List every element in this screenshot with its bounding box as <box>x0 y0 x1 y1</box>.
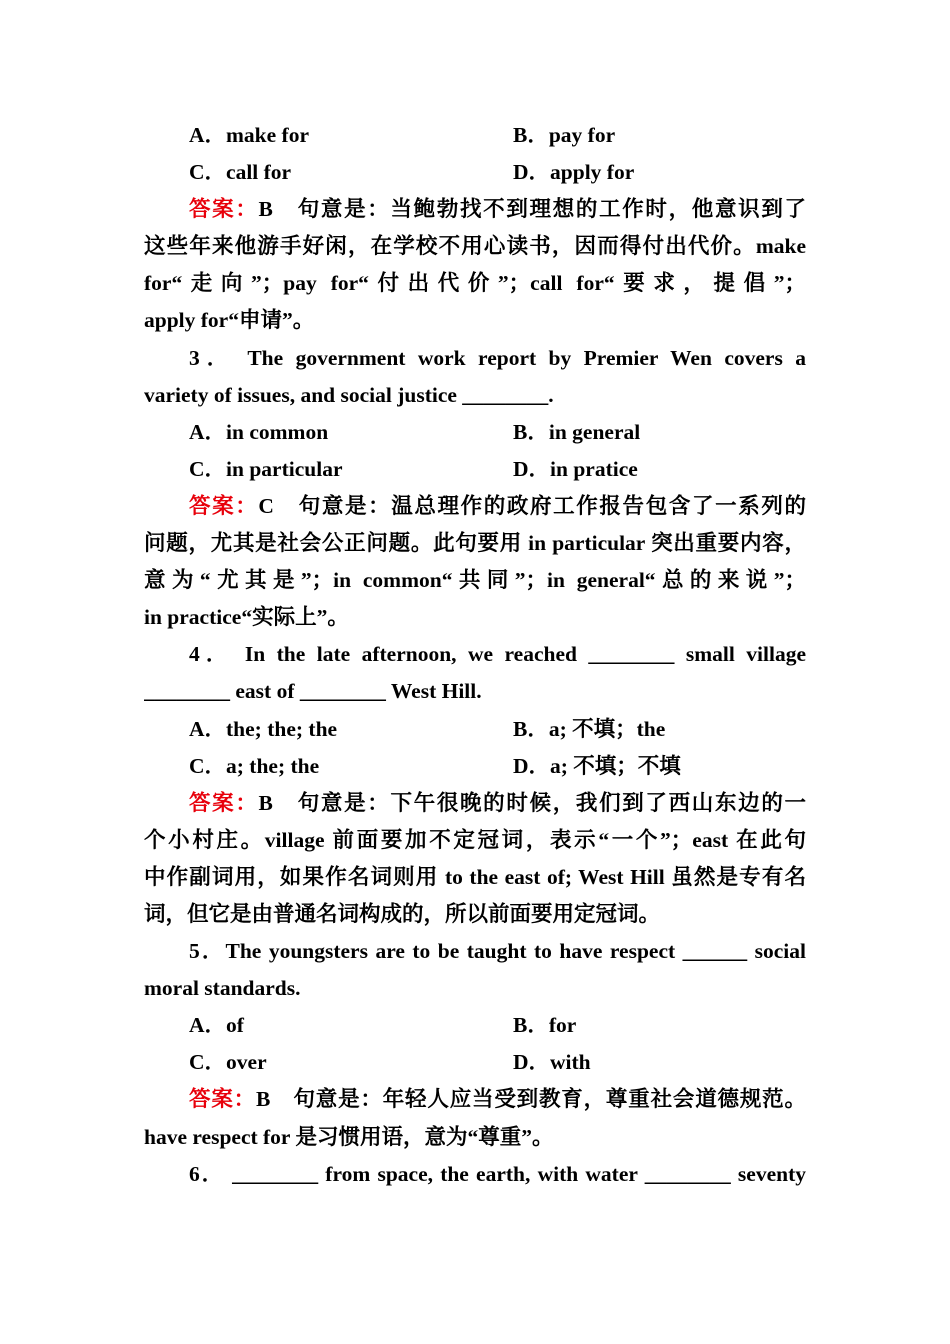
answer-label: 答案： <box>189 1087 256 1112</box>
option-b: B．pay for <box>513 123 616 147</box>
answer-line: 这些年来他游手好闲，在学校不用心读书，因而得付出代价。make <box>144 234 806 259</box>
answer-label: 答案： <box>189 790 259 815</box>
option-b: B．in general <box>513 419 641 444</box>
answer-line: apply for“申请”。 <box>144 308 315 333</box>
options-row <box>144 711 806 748</box>
question-line: 3． The government work report by Premier Wen covers a <box>189 345 806 370</box>
options-row <box>144 154 806 191</box>
answer-text: C 句意是：温总理作的政府工作报告包含了一系列的 <box>258 493 806 518</box>
answer-line <box>144 191 806 228</box>
option-c: C．call for <box>189 160 292 185</box>
option-a: A．make for <box>189 123 310 147</box>
options-row <box>144 1007 806 1044</box>
question-line: moral standards. <box>144 976 301 1001</box>
option-d: D．apply for <box>513 160 635 185</box>
options-row <box>144 451 806 488</box>
options-row <box>144 414 806 451</box>
question-line: ________ east of ________ West Hill. <box>144 679 482 704</box>
answer-text: B 句意是：年轻人应当受到教育，尊重社会道德规范。 <box>255 1087 806 1112</box>
answer-text: B 句意是：当鲍勃找不到理想的工作时，他意识到了 <box>258 197 806 222</box>
options-row <box>144 748 806 785</box>
option-c: C．over <box>189 1050 267 1075</box>
answer-line <box>144 488 806 525</box>
question-line: 5．The youngsters are to be taught to have respect ______ social <box>189 939 806 964</box>
option-b: B．a; 不填；the <box>513 716 666 741</box>
answer-label: 答案： <box>189 197 259 222</box>
option-b: B．for <box>513 1013 577 1038</box>
answer-line: for“走向”；pay for“付出代价”；call for“要求，提倡”； <box>144 271 806 296</box>
answer-line: in practice“实际上”。 <box>144 605 349 630</box>
answer-label: 答案： <box>189 493 259 518</box>
answer-line: have respect for 是习惯用语，意为“尊重”。 <box>144 1124 554 1149</box>
option-a: A．in common <box>189 419 329 444</box>
option-c: C．in particular <box>189 456 343 481</box>
answer-line: 词，但它是由普通名词构成的，所以前面要用定冠词。 <box>144 901 661 926</box>
answer-line: 中作副词用，如果作名词则用 to the east of; West Hill 虽然是专有名 <box>144 864 806 889</box>
question-line: 4． In the late afternoon, we reached ________ small village <box>189 642 806 667</box>
answer-line: 意为“尤其是”；in common“共同”；in general“总的来说”； <box>144 568 806 593</box>
options-row <box>144 117 806 154</box>
option-a: A．of <box>189 1013 244 1038</box>
answer-line <box>144 1081 806 1118</box>
option-d: D．in pratice <box>513 456 638 481</box>
answer-line: 问题，尤其是社会公正问题。此句要用 in particular 突出重要内容， <box>144 531 806 556</box>
answer-line: 个小村庄。village 前面要加不定冠词，表示“一个”；east 在此句 <box>144 827 806 852</box>
answer-line <box>144 785 806 822</box>
question-line: 6． ________ from space, the earth, with water ________ seventy <box>189 1161 806 1186</box>
question-line: variety of issues, and social justice ________. <box>144 382 554 407</box>
options-row <box>144 1044 806 1081</box>
option-c: C．a; the; the <box>189 753 320 778</box>
option-d: D．a; 不填；不填 <box>513 753 681 778</box>
document-page <box>144 117 806 1193</box>
answer-text: B 句意是：下午很晚的时候，我们到了西山东边的一 <box>258 790 806 815</box>
option-d: D．with <box>513 1050 591 1075</box>
option-a: A．the; the; the <box>189 716 338 741</box>
